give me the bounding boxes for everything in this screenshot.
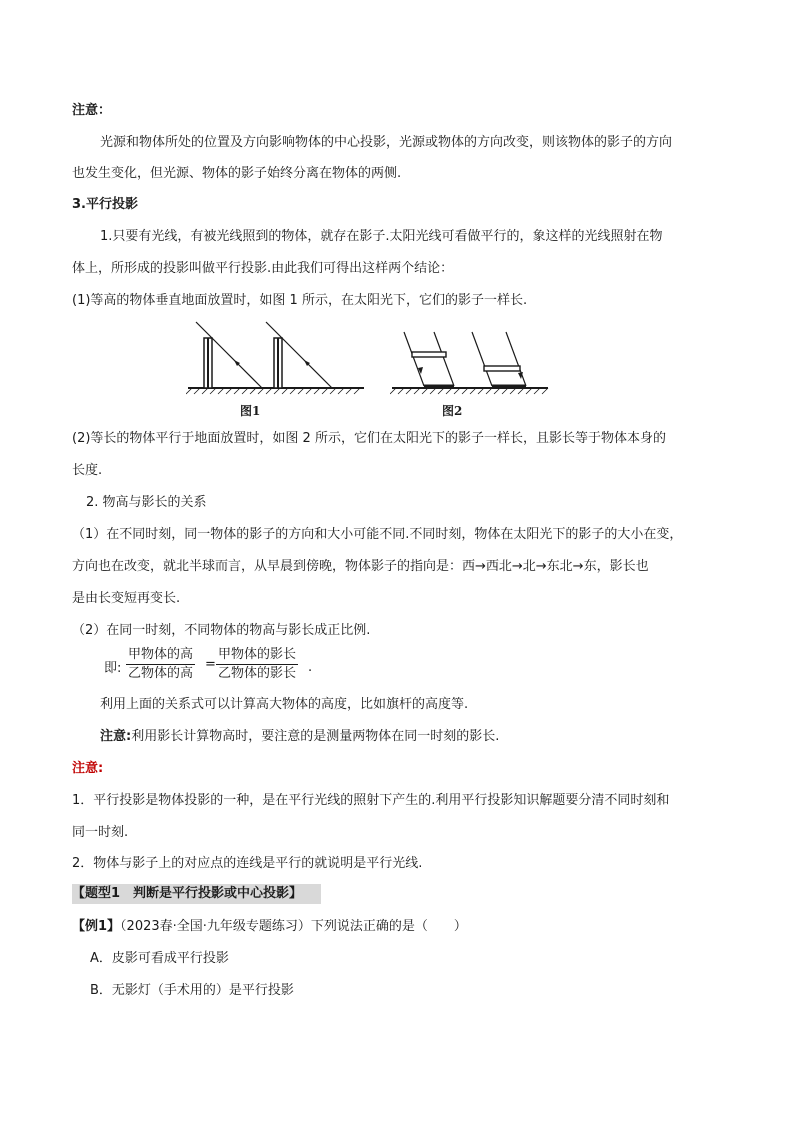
fraction-right-numerator: 甲物体的影长 [216,647,298,665]
note-item-2: 2．物体与影子上的对应点的连线是平行的就说明是平行光线. [72,856,423,871]
paragraph-line: 方向也在改变，就北半球而言，从早晨到傍晚，物体影子的指向是：西→西北→北→东北→东，影长也 [72,559,649,574]
note-title: 注意： [72,103,112,118]
section-heading-parallel-projection: 3.平行投影 [72,197,138,212]
note-text: 利用影长计算物高时，要注意的是测量两物体在同一时刻的影长. [131,729,500,744]
paragraph-line: （1）在不同时刻，同一物体的影子的方向和大小可能不同.不同时刻，物体在太阳光下的影子的大小在变， [72,527,683,542]
formula-equals: = [205,657,216,672]
paragraph-line: 是由长变短再变长. [72,591,181,606]
paragraph-line: 1.只要有光线，有被光线照到的物体，就存在影子.太阳光线可看做平行的，象这样的光线照射在物 [100,229,663,244]
conclusion-2-line: (2)等长的物体平行于地面放置时，如图 2 所示，它们在太阳光下的影子一样长，且影长等于物体本身的 [72,431,666,446]
option-b: B．无影灯（手术用的）是平行投影 [90,983,294,998]
note-title-red: 注意: [72,761,104,776]
note-label: 注意: [100,729,132,744]
example-stem [72,918,467,936]
formula-suffix: . [308,660,313,675]
example-prefix: 【例1】 [72,919,121,934]
fraction-left [126,647,195,682]
subsection-heading-height-shadow: 2. 物高与影长的关系 [86,495,207,510]
formula-prefix: 即: [104,661,122,676]
figure-2-horizontal-objects [390,330,550,396]
option-a: A．皮影可看成平行投影 [90,951,229,966]
fraction-left-numerator: 甲物体的高 [126,647,195,665]
note-paragraph-line: 光源和物体所处的位置及方向影响物体的中心投影，光源或物体的方向改变，则该物体的影子的方向 [100,135,673,150]
paragraph-line: 利用上面的关系式可以计算高大物体的高度，比如旗杆的高度等. [100,697,469,712]
figure-1-vertical-objects [186,320,366,396]
note-line [100,728,499,746]
note-item-1-line: 1．平行投影是物体投影的一种，是在平行光线的照射下产生的.利用平行投影知识解题要分清不同时刻和 [72,793,670,808]
figure-1-caption: 图1 [240,404,261,418]
conclusion-1: (1)等高的物体垂直地面放置时，如图 1 所示，在太阳光下，它们的影子一样长. [72,293,528,308]
fraction-right-denominator: 乙物体的影长 [218,666,297,681]
fraction-left-denominator: 乙物体的高 [128,666,194,681]
paragraph-line: （2）在同一时刻，不同物体的物高与影长成正比例. [72,623,371,638]
topic-label: 【题型1 判断是平行投影或中心投影】 [72,884,321,904]
paragraph-line: 体上，所形成的投影叫做平行投影.由此我们可得出这样两个结论： [72,261,454,276]
note-item-1-line: 同一时刻. [72,825,129,840]
figure-2-caption: 图2 [442,404,463,418]
fraction-right [216,647,298,682]
conclusion-2-line: 长度. [72,463,103,478]
example-source: （2023春·全国·九年级专题练习）下列说法正确的是（ ） [120,919,467,934]
note-paragraph-line: 也发生变化，但光源、物体的影子始终分离在物体的两侧. [72,166,402,181]
